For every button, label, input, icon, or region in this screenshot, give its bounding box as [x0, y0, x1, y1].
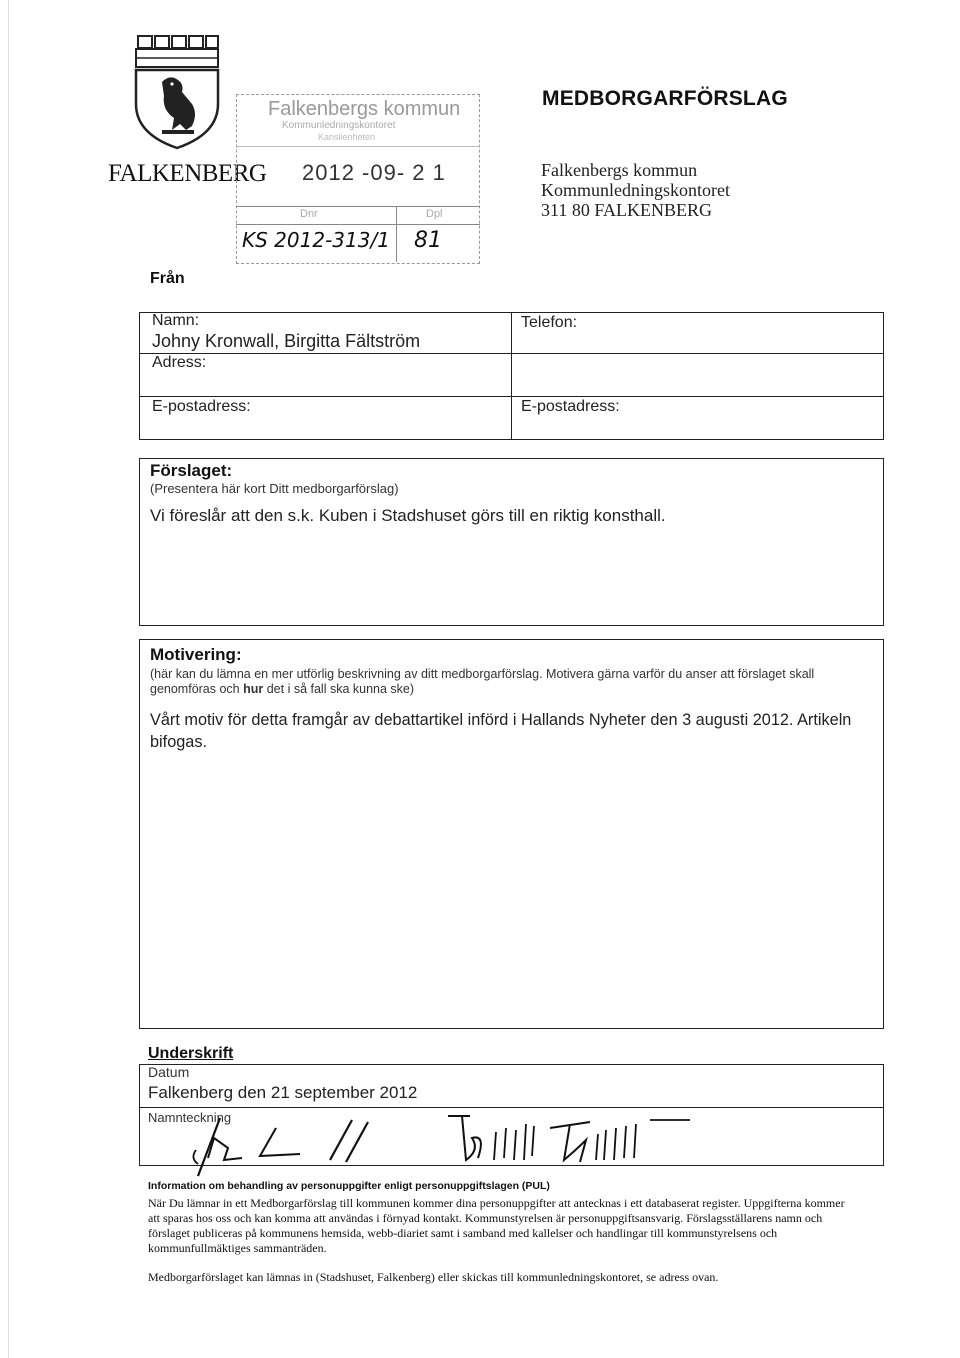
stamp-dept: Kommunledningskontoret	[282, 120, 396, 131]
info-line-3: förslaget publiceras på kommunens hemsida, webb-diariet samt i samband med kallelser och handlingar till kommunstyrelsens och	[148, 1226, 778, 1240]
date-field[interactable]: Falkenberg den 21 september 2012	[148, 1083, 418, 1102]
proposal-instruction: (Presentera här kort Ditt medborgarförslag)	[150, 481, 399, 496]
info-line-4: kommunfullmäktiges sammanträden.	[148, 1241, 327, 1255]
info-line-2: att sparas hos oss och kan komma att användas i förnyad kontakt. Kommunstyrelsen är personuppgiftsansvarig. Förslagsställarens namn och	[148, 1211, 823, 1225]
name-label: Namn:	[152, 312, 200, 329]
stamp-org: Falkenbergs kommun	[268, 98, 461, 120]
info-footer: Medborgarförslaget kan lämnas in (Stadshuset, Falkenberg) eller skickas till kommunledningskontoret, se adress ovan.	[148, 1270, 719, 1284]
stamp-dpl-label: Dpl	[426, 208, 443, 220]
info-line-1: När Du lämnar in ett Medborgarförslag till kommunen kommer dina personuppgifter att antecknas i ett databaserat register. Uppgifterna kommer	[148, 1196, 845, 1210]
address-field[interactable]	[230, 354, 500, 376]
stamp-dpl-value: 81	[414, 228, 442, 253]
stamp-dnr-value: KS 2012-313/1	[242, 228, 390, 252]
stamp-dnr-label: Dnr	[300, 208, 318, 220]
handwritten-signature-2	[440, 1110, 690, 1170]
motivation-heading: Motivering:	[150, 645, 242, 664]
signature-label: Namnteckning	[148, 1110, 232, 1125]
address-label: Adress:	[152, 354, 207, 371]
stamp-date: 2012 -09- 2 1	[302, 160, 446, 185]
handwritten-signature-1	[180, 1108, 400, 1188]
proposal-heading: Förslaget:	[150, 461, 233, 480]
email-label-right: E-postadress:	[521, 398, 620, 415]
recipient-line-1: Falkenbergs kommun	[541, 160, 698, 180]
logo-text: FALKENBERG	[108, 160, 267, 187]
motivation-instruction-1: (här kan du lämna en mer utförlig beskrivning av ditt medborgarförslag. Motivera gärna varför du anser att förslaget skall	[150, 667, 815, 681]
recipient-line-3: 311 80 FALKENBERG	[541, 200, 712, 220]
form-title: MEDBORGARFÖRSLAG	[542, 87, 788, 110]
coat-of-arms-logo	[132, 34, 222, 152]
recipient-line-2: Kommunledningskontoret	[541, 180, 730, 200]
stamp-sub: Kanslienheten	[318, 132, 376, 142]
page-edge-left	[8, 0, 9, 1358]
info-heading: Information om behandling av personuppgifter enligt personuppgiftslagen (PUL)	[148, 1180, 550, 1192]
motivation-box	[139, 639, 884, 1029]
proposal-text[interactable]: Vi föreslår att den s.k. Kuben i Stadshuset görs till en riktig konsthall.	[150, 506, 666, 525]
motivation-instruction-2: genomföras och hur det i så fall ska kunna ske)	[150, 682, 415, 696]
date-label: Datum	[148, 1064, 190, 1080]
name-field[interactable]: Johny Kronwall, Birgitta Fältström	[152, 331, 421, 351]
email-label-left: E-postadress:	[152, 398, 251, 415]
motivation-text-2: bifogas.	[150, 733, 208, 751]
phone-field[interactable]	[521, 334, 871, 352]
registration-stamp	[236, 94, 480, 264]
signature-heading: Underskrift	[148, 1045, 234, 1062]
phone-label: Telefon:	[521, 314, 578, 331]
from-heading: Från	[150, 270, 185, 287]
motivation-text-1[interactable]: Vårt motiv för detta framgår av debattartikel införd i Hallands Nyheter den 3 augusti 2012. Artikeln	[150, 711, 852, 729]
